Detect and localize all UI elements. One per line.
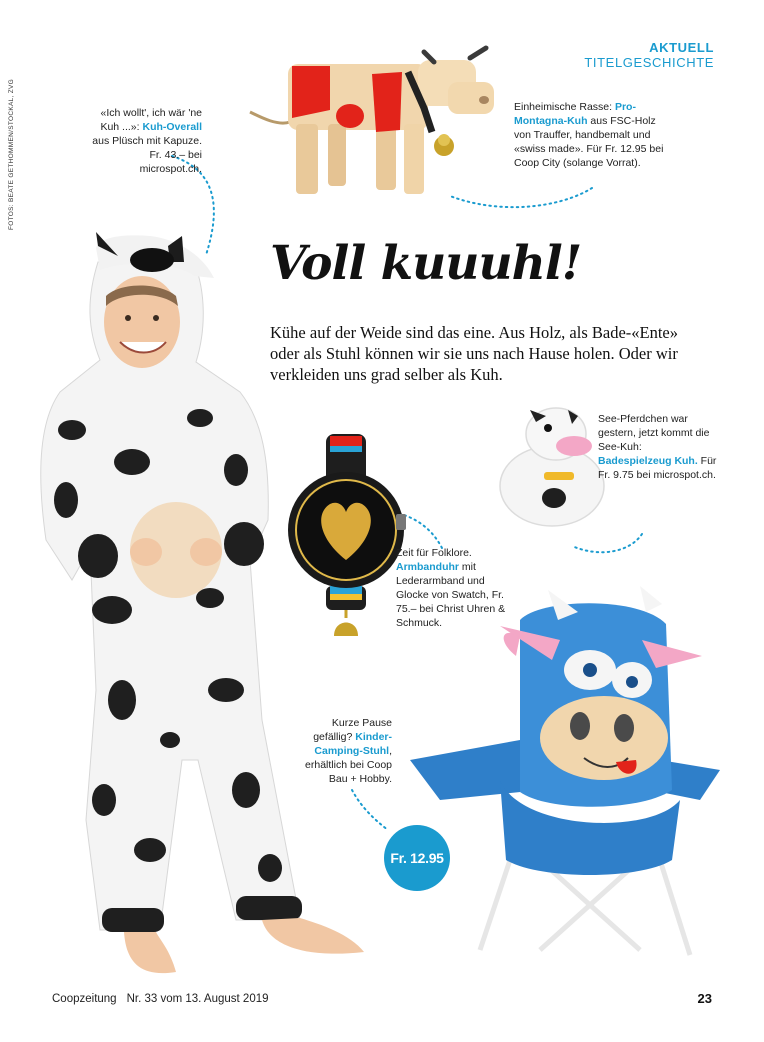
issue-info: Nr. 33 vom 13. August 2019 bbox=[126, 993, 269, 1005]
caption-text: See-Pferdchen war gestern, jetzt kommt die See-Kuh: bbox=[598, 413, 710, 453]
product-name: Badespielzeug Kuh. bbox=[598, 455, 698, 467]
caption-text: aus FSC-Holz von Trauffer, handbemalt und «swiss made». Für Fr. 12.95 bei Coop City (solange Vorrat). bbox=[514, 115, 664, 169]
product-name: Kinder-Camping-Stuhl bbox=[314, 731, 392, 757]
camping-chair-photo bbox=[410, 586, 720, 955]
footer-publication bbox=[52, 993, 269, 1005]
caption-text: mit Lederarmband und Glocke von Swatch, Fr. 75.– bei Christ Uhren & Schmuck. bbox=[396, 561, 506, 629]
photo-credit: FOTOS: BEATE GETHOMMEN/STOCKAL, ZVG bbox=[8, 79, 15, 230]
product-name: Kuh-Overall bbox=[142, 121, 202, 133]
product-name: Pro-Montagna-Kuh bbox=[514, 101, 636, 127]
caption-wooden-cow bbox=[514, 100, 664, 170]
wooden-cow-photo bbox=[250, 48, 494, 194]
section-label: AKTUELL bbox=[649, 40, 714, 55]
publication-name: Coopzeitung bbox=[52, 993, 117, 1005]
lead-paragraph: Kühe auf der Weide sind das eine. Aus Holz, als Bade-«Ente» oder als Stuhl können wir sie uns nach Hause holen. Oder wir verkleiden uns grad selber als Kuh. bbox=[270, 323, 679, 384]
product-name: Armbanduhr bbox=[396, 561, 459, 573]
price-badge: Fr. 12.95 bbox=[384, 825, 450, 891]
page-number: 23 bbox=[697, 991, 712, 1006]
caption-text: , erhältlich bei Coop Bau + Hobby. bbox=[305, 745, 392, 785]
caption-text: «Ich wollt', ich wär 'ne Kuh ...»: bbox=[100, 107, 202, 133]
caption-text: Kurze Pause gefällig? bbox=[313, 717, 392, 743]
caption-watch bbox=[396, 546, 516, 630]
caption-bath-toy bbox=[598, 412, 718, 482]
caption-cow-overall bbox=[92, 106, 202, 176]
caption-camping-chair bbox=[300, 716, 392, 786]
section-kicker bbox=[584, 40, 714, 70]
caption-text: Zeit für Folklore. bbox=[396, 547, 472, 559]
caption-text: Für Fr. 9.75 bei microspot.ch. bbox=[598, 455, 717, 481]
headline: Voll kuuuhl! bbox=[270, 236, 582, 291]
rubber-duck-cow-photo bbox=[500, 408, 604, 526]
watch-photo bbox=[288, 434, 406, 636]
caption-text: Einheimische Rasse: bbox=[514, 101, 615, 113]
caption-text: aus Plüsch mit Kapuze. Fr. 43.– bei microspot.ch. bbox=[92, 135, 202, 175]
subsection-label: TITELGESCHICHTE bbox=[584, 55, 714, 70]
